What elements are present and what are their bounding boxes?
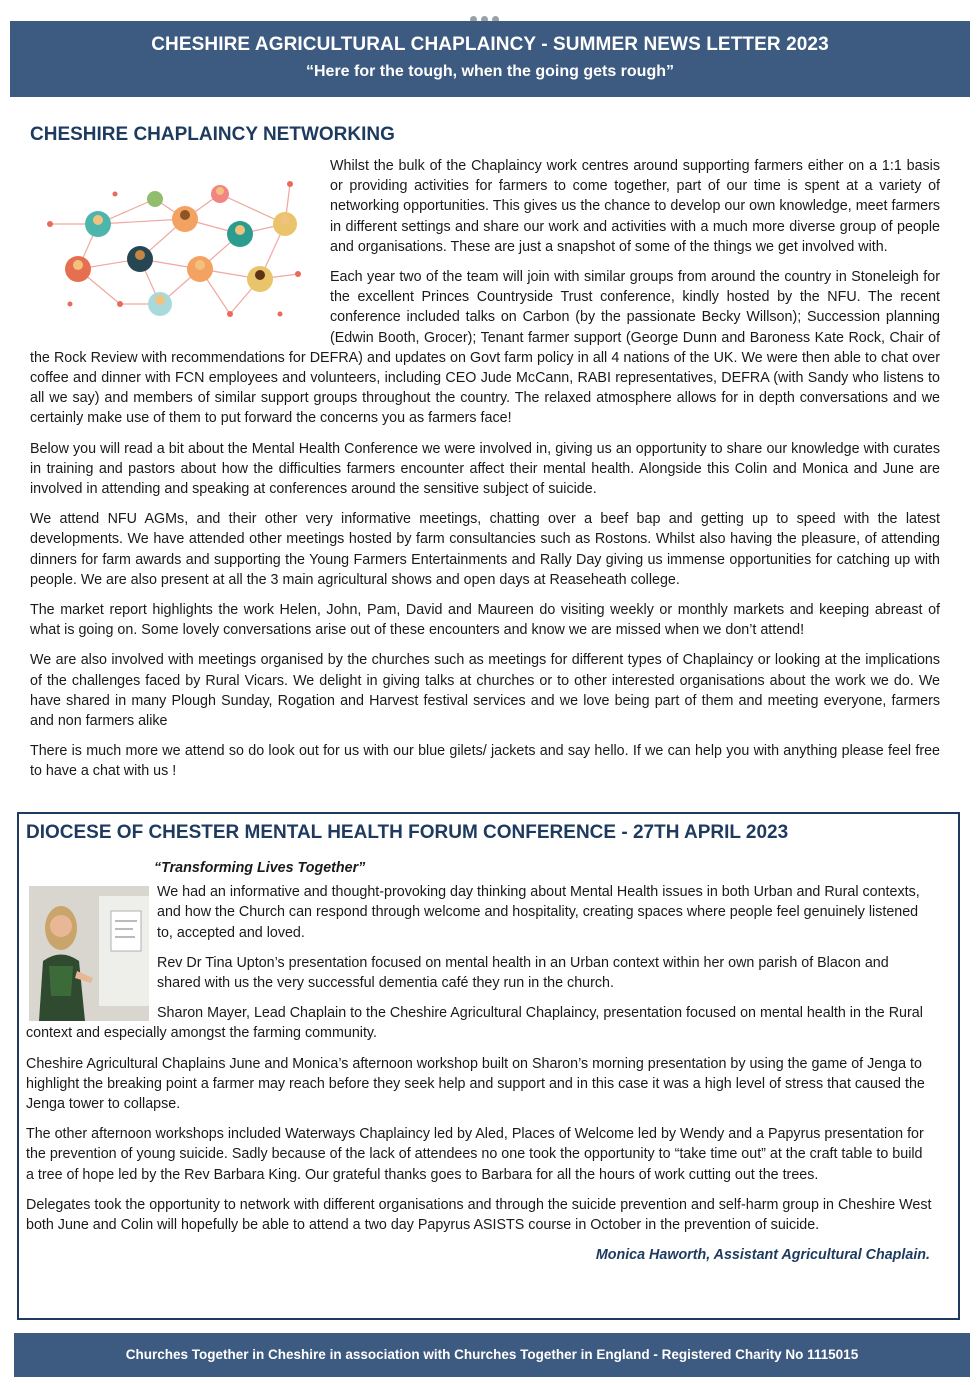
conference-paragraph: We had an informative and thought-provoking day thinking about Mental Health issues in both Urban and Rural contexts, and how the Church can respond through welcome and hospitality, creating spaces where people feel genuinely listened to, accepted and loved. <box>157 884 920 941</box>
author-signature: Monica Haworth, Assistant Agricultural Chaplain. <box>595 1247 930 1264</box>
newsletter-tagline: “Here for the tough, when the going gets rough” <box>306 63 674 80</box>
conference-body <box>26 858 932 1275</box>
networking-paragraph: There is much more we attend so do look out for us with our blue gilets/ jackets and say hello. If we can help you with anything please feel free to have a chat with us ! <box>30 743 940 780</box>
networking-paragraph: Whilst the bulk of the Chaplaincy work centres around supporting farmers either on a 1:1 basis or providing activities for farmers to come together, part of our time is spent at a variety of networking opportunities. This gives us the chance to develop our own knowledge, meet farmers in different settings and share our work and activities with a much more diverse group of people and organisations. These are just a snapshot of some of the things we get involved with. <box>330 158 940 255</box>
speaker-photo <box>29 886 149 1021</box>
page-handle-dots <box>470 10 510 20</box>
networking-heading: CHESHIRE CHAPLAINCY NETWORKING <box>30 124 395 145</box>
conference-paragraph: Rev Dr Tina Upton’s presentation focused on mental health in an Urban context within her own parish of Blacon and shared with us the very successful dementia café they run in the church. <box>157 954 889 992</box>
conference-subtitle: “Transforming Lives Together” <box>154 860 366 876</box>
networking-paragraph: We attend NFU AGMs, and their other very informative meetings, chatting over a beef bap and getting up to speed with the latest developments. We have attended other meetings hosted by farm consultancies such as Rostons. Whilst also having the pleasure, of attending dinners for farm awards and supporting the Young Farmers Entertainments and Rally Day giving us immense opportunities for catching up with people. We are also present at all the 3 main agricultural shows and open days at Reaseheath college. <box>30 511 940 588</box>
conference-paragraph: Delegates took the opportunity to network with different organisations and through the suicide prevention and self-harm group in Cheshire West both June and Colin will hopefully be able to attend a two day Papyrus ASISTS course in October in the prevention of suicide. <box>26 1196 932 1234</box>
networking-paragraph: The market report highlights the work Helen, John, Pam, David and Maureen do visiting weekly or monthly markets and keeping abreast of what is going on. Some lovely conversations arise out of these encounters and know we are missed when we don’t attend! <box>30 602 940 639</box>
conference-heading: DIOCESE OF CHESTER MENTAL HEALTH FORUM CONFERENCE - 27TH APRIL 2023 <box>26 822 789 843</box>
conference-box <box>17 812 960 1320</box>
conference-paragraph: Cheshire Agricultural Chaplains June and Monica’s afternoon workshop built on Sharon’s morning presentation by using the game of Jenga to highlight the breaking point a farmer may reach before they seek help and support and in this case it was a high level of stress that caused the Jenga tower to collapse. <box>26 1055 925 1113</box>
newsletter-header <box>10 21 970 97</box>
people-network-illustration <box>30 164 320 334</box>
networking-paragraph: Each year two of the team will join with similar groups from around the country in Stoneleigh for the excellent Princes Countryside Trust conference, kindly hosted by the NFU. The recent conference included talks on Carbon (by the passionate Becky Willson); Succession planning (Edwin Booth, Grocer); Tenant farmer support (George Dunn and Baroness Kate Rock, Chair of the Rock Review with recommendations for DEFRA) and updates on Govt farm policy in all 4 nations of the UK. We were then able to chat over coffee and dinner with FCN employees and volunteers, including CEO Jude McCann, RABI representatives, DEFRA (with Sandy who listens to all we say) and members of similar support groups throughout the country. The relaxed atmosphere allows for in depth conversations and we certainly make use of them to put forward the concerns you as farmers face! <box>30 269 940 427</box>
conference-paragraph: Sharon Mayer, Lead Chaplain to the Cheshire Agricultural Chaplaincy, presentation focused on mental health in the Rural context and especially amongst the farming community. <box>26 1005 923 1042</box>
charity-footer: Churches Together in Cheshire in association with Churches Together in England - Registered Charity No 1115015 <box>14 1333 970 1377</box>
networking-paragraph: Below you will read a bit about the Mental Health Conference we were involved in, giving us an opportunity to share our knowledge with curates in training and pastors about how the difficulties farmers encounter affect their mental health. Alongside this Colin and Monica and June are involved in attending and speaking at conferences around the sensitive subject of suicide. <box>30 440 940 498</box>
conference-paragraph: The other afternoon workshops included Waterways Chaplaincy led by Aled, Places of Welcome led by Wendy and a Papyrus presentation for the prevention of young suicide. Sadly because of the lack of attendees no one took the opportunity to “take time out” at the craft table to build a tree of hope led by the Rev Barbara King. Our grateful thanks goes to Barbara for all the hours of work cutting out the trees. <box>26 1126 924 1183</box>
networking-section <box>30 156 940 792</box>
newsletter-title: CHESHIRE AGRICULTURAL CHAPLAINCY - SUMMER NEWS LETTER 2023 <box>151 34 829 55</box>
networking-paragraph: We are also involved with meetings organised by the churches such as meetings for different types of Chaplaincy or looking at the implications of the challenges faced by Rural Vicars. We delight in giving talks at churches or to other interested organisations about the work we do. We have shared in many Plough Sunday, Rogation and Harvest festival services and we love being part of them and meeting everyone, farmers and non farmers alike <box>30 652 940 730</box>
